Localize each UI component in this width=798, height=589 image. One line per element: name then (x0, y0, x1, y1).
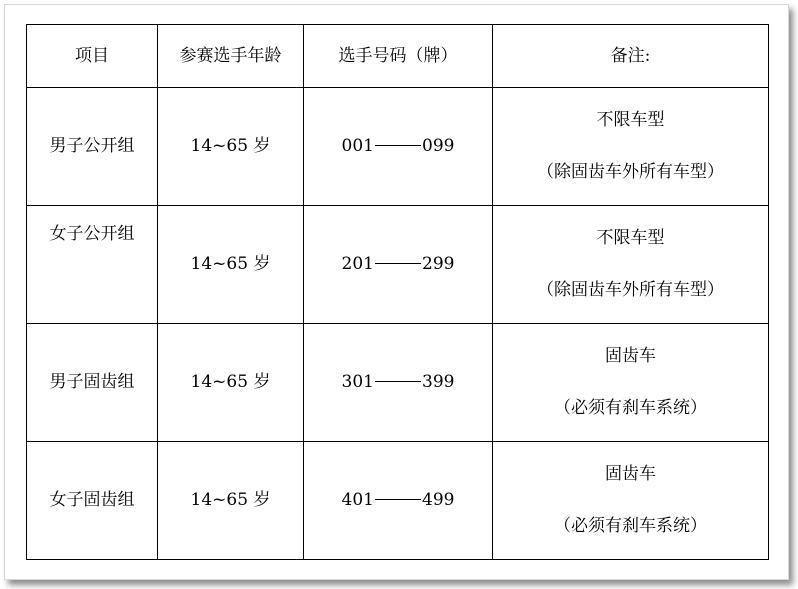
table-row (27, 324, 769, 442)
registration-table (26, 24, 769, 560)
header-number: 选手号码（牌） (304, 25, 493, 88)
note-line2: （必须有刹车系统） (554, 398, 707, 418)
number-start: 301 (341, 372, 374, 392)
number-start: 001 (341, 136, 374, 156)
header-category: 项目 (27, 25, 158, 88)
category-cell (27, 206, 158, 324)
note-line2: （除固齿车外所有车型） (537, 162, 724, 182)
table-header-row (27, 25, 769, 88)
age-cell: 14~65 岁 (158, 442, 304, 560)
age-cell: 14~65 岁 (158, 88, 304, 206)
table-row (27, 442, 769, 560)
number-start: 401 (341, 490, 374, 510)
range-dash (375, 499, 421, 500)
note-cell (493, 88, 769, 206)
range-dash (375, 381, 421, 382)
note-line2: （必须有刹车系统） (554, 516, 707, 536)
header-note: 备注: (493, 25, 769, 88)
number-start: 201 (341, 254, 374, 274)
age-cell: 14~65 岁 (158, 206, 304, 324)
note-line1: 不限车型 (596, 110, 665, 130)
category-cell: 男子固齿组 (27, 324, 158, 442)
table-row (27, 206, 769, 324)
number-cell (304, 88, 493, 206)
note-cell (493, 206, 769, 324)
note-cell (493, 442, 769, 560)
note-line2: （除固齿车外所有车型） (537, 280, 724, 300)
number-end: 099 (422, 136, 455, 156)
category-cell: 女子固齿组 (27, 442, 158, 560)
number-end: 299 (422, 254, 455, 274)
table-row (27, 88, 769, 206)
range-dash (375, 145, 421, 146)
number-end: 399 (422, 372, 455, 392)
note-line1: 不限车型 (596, 228, 665, 248)
range-dash (375, 263, 421, 264)
category-label: 女子公开组 (49, 224, 135, 244)
number-cell (304, 442, 493, 560)
note-cell (493, 324, 769, 442)
number-end: 499 (422, 490, 455, 510)
note-line1: 固齿车 (605, 346, 656, 366)
number-cell (304, 324, 493, 442)
category-cell: 男子公开组 (27, 88, 158, 206)
number-cell (304, 206, 493, 324)
age-cell: 14~65 岁 (158, 324, 304, 442)
header-age: 参赛选手年龄 (158, 25, 304, 88)
note-line1: 固齿车 (605, 464, 656, 484)
